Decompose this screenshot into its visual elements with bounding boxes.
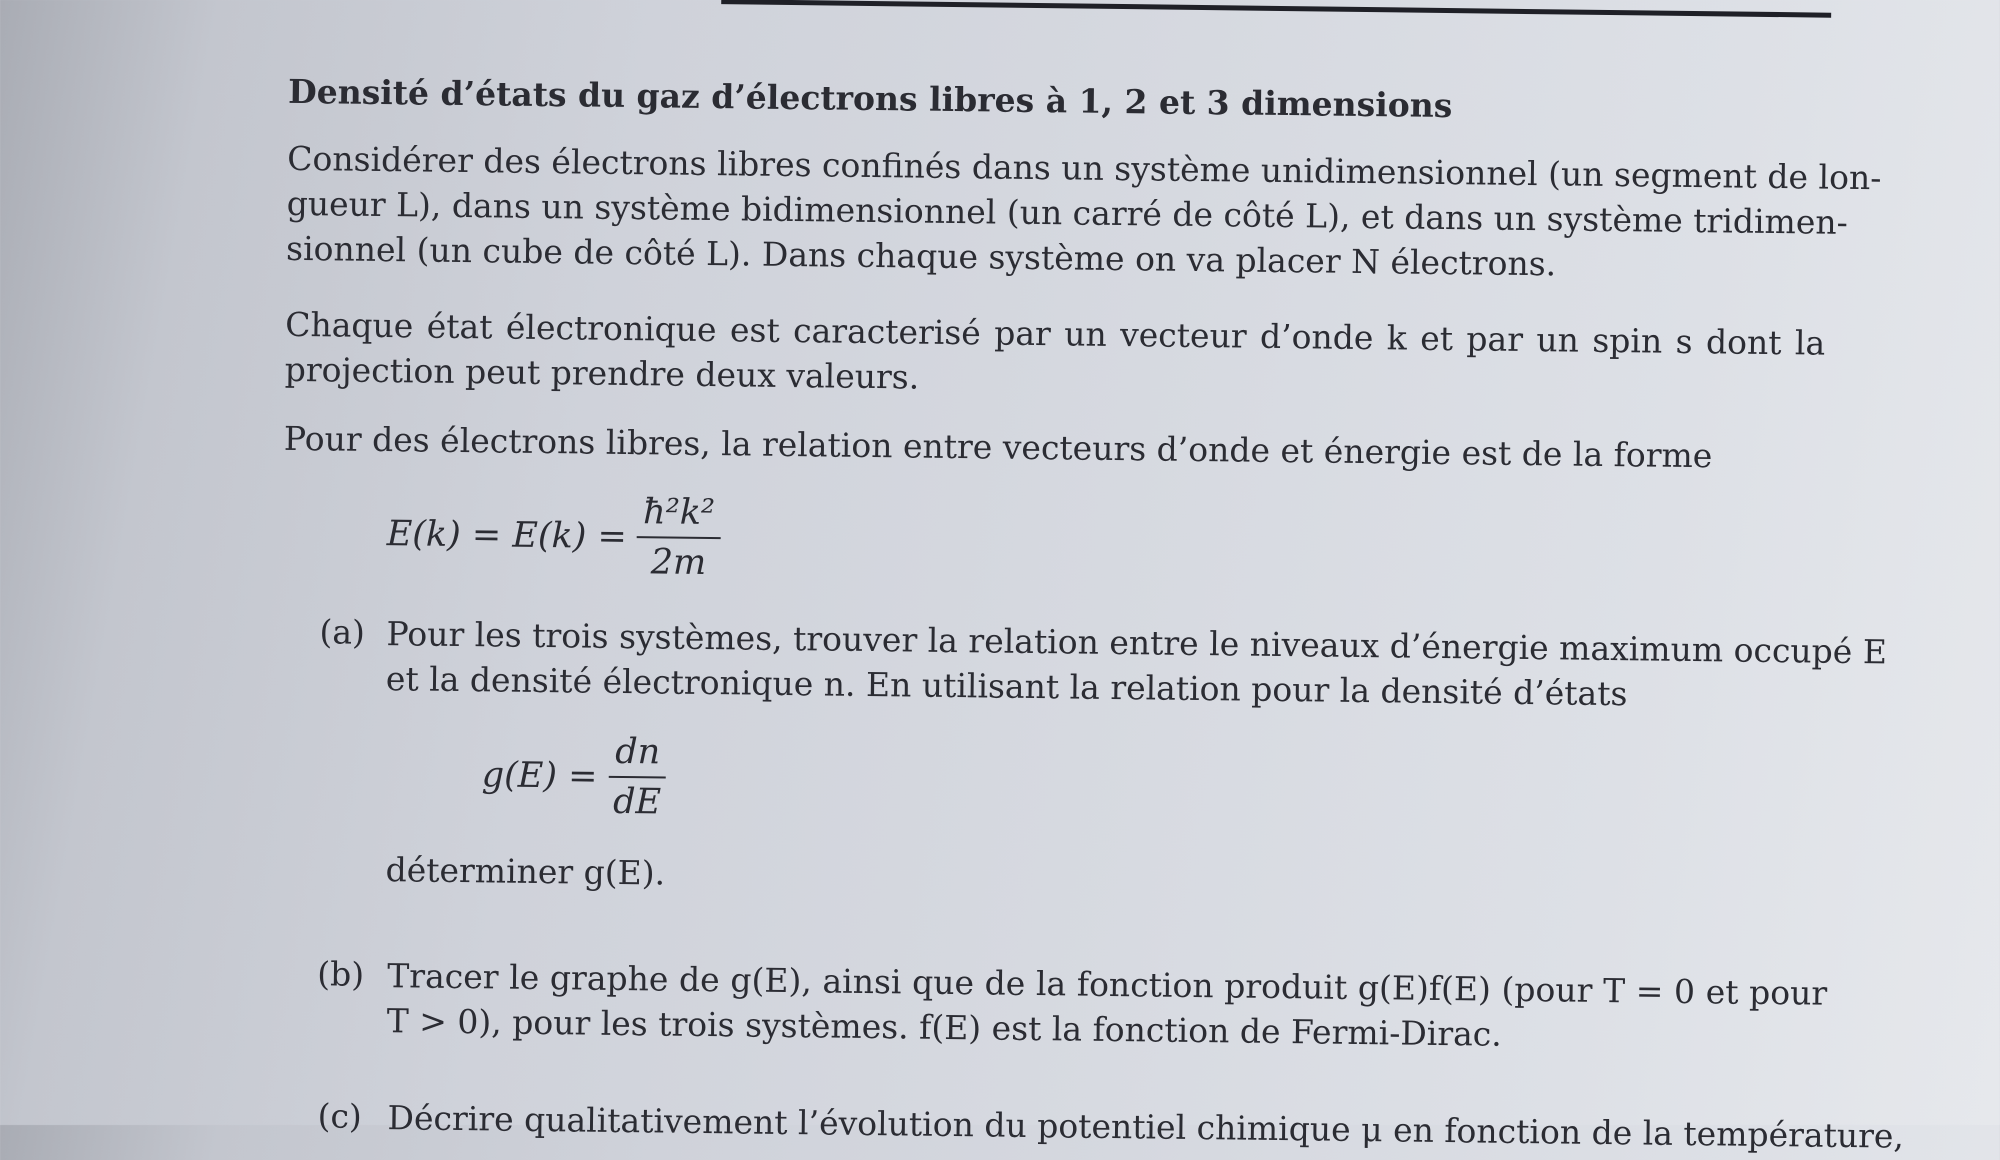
text-line: gueur L), dans un système bidimensionnel (un carré de côté L), et dans un système tridimen-: [286, 183, 1849, 242]
text-line: Pour les trois systèmes, trouver la relation entre le niveaux d’énergie maximum occupé E: [386, 614, 1888, 672]
intro-paragraph: [285, 136, 1882, 290]
text-line: sionnel (un cube de côté L). Dans chaque système on va placer N électrons.: [285, 228, 1557, 284]
text-line: projection peut prendre deux valeurs.: [284, 349, 920, 397]
item-c-label: (c): [317, 1096, 363, 1136]
density-of-states-equation: [481, 730, 668, 822]
text-line: Chaque état électronique est caracterisé par un vecteur d’onde k et par un spin s dont la: [285, 304, 1826, 363]
item-b-label: (b): [317, 954, 365, 994]
fraction-numerator: ħ²k²: [637, 492, 721, 539]
item-a-conclusion: [385, 847, 1825, 910]
item-a-text: [385, 611, 1888, 719]
fraction-denominator: dE: [612, 781, 662, 823]
fraction-denominator: 2m: [650, 542, 707, 583]
text-line: Tracer le graphe de g(E), ainsi que de la fonction produit g(E)f(E) (pour T = 0 et pour: [387, 956, 1828, 1013]
item-a-label: (a): [319, 612, 366, 652]
fraction-numerator: dn: [609, 732, 667, 779]
fraction: [636, 492, 721, 583]
text-line: Pour des électrons libres, la relation entre vecteurs d’onde et énergie est de la forme: [283, 418, 1713, 476]
state-paragraph: [284, 302, 1825, 411]
text-line: Décrire qualitativement l’évolution du potentiel chimique μ en fonction de la température,: [387, 1098, 1905, 1156]
top-rule: [721, 0, 1831, 18]
relation-paragraph: [284, 416, 1824, 480]
item-c-text: [387, 1095, 1905, 1158]
dispersion-equation: [386, 489, 721, 583]
text-line: T > 0), pour les trois systèmes. f(E) est la fonction de Fermi-Dirac.: [386, 1001, 1503, 1054]
text-line: Considérer des électrons libres confinés dans un système unidimensionnel (un segment de lon-: [287, 138, 1882, 198]
text-line: et la densité électronique n. En utilisant la relation pour la densité d’états: [385, 659, 1628, 714]
text-line: déterminer g(E).: [385, 850, 666, 893]
page-title: Densité d’états du gaz d’électrons libres à 1, 2 et 3 dimensions: [287, 71, 1453, 126]
item-b-text: [386, 953, 1827, 1061]
equation-lhs: g(E) =: [481, 755, 598, 797]
fraction: [607, 732, 668, 823]
equation-lhs: E(k) = E(k) =: [386, 514, 628, 558]
